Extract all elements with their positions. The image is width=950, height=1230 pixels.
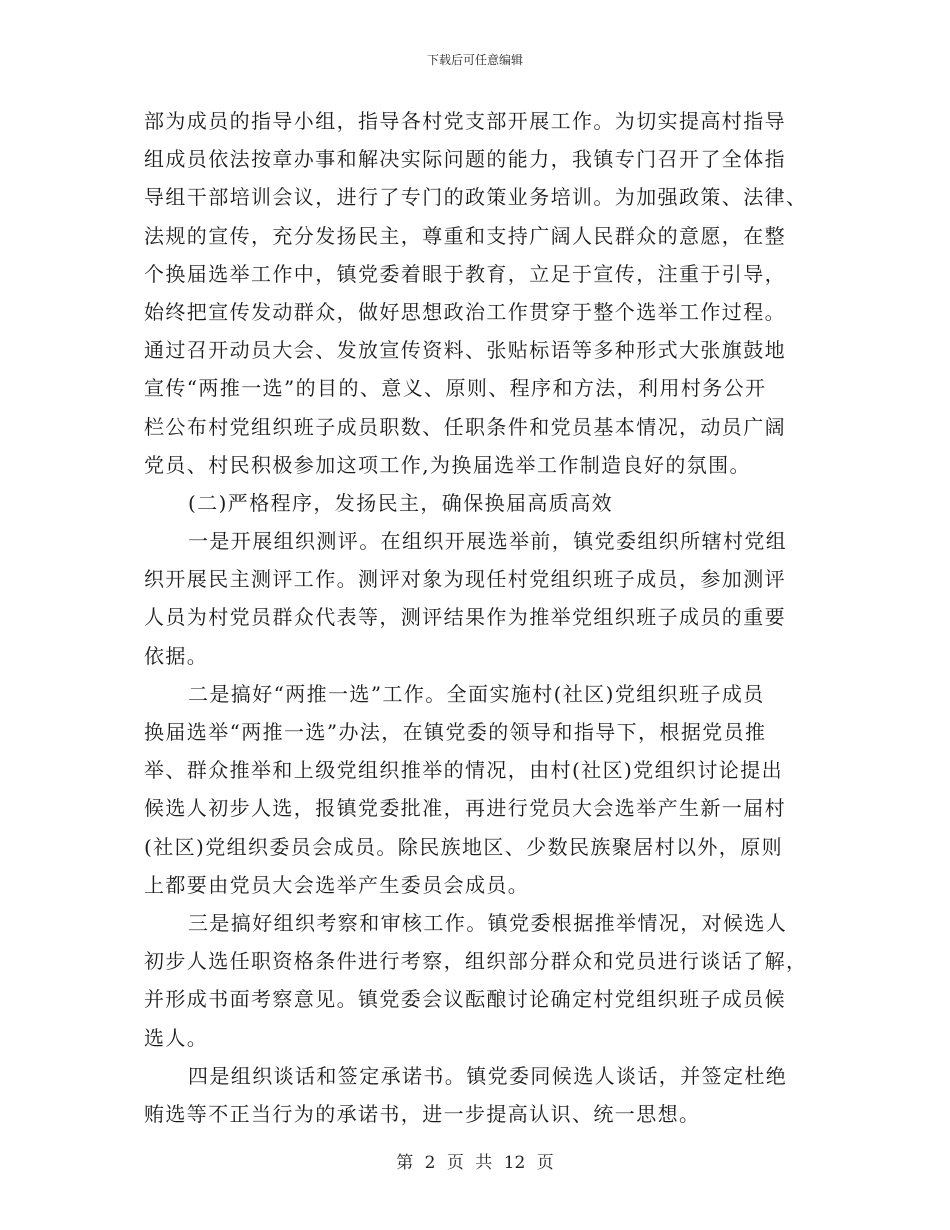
text-line: (社区)党组织委员会成员。除民族地区、少数民族聚居村以外，原则 xyxy=(144,834,784,859)
text-line: 导组干部培训会议，进行了专门的政策业务培训。为加强政策、法律、 xyxy=(144,185,808,210)
text-line: 上都要由党员大会选举产生委员会成员。 xyxy=(144,872,530,897)
text-line: 栏公布村党组织班子成员职数、任职条件和党员基本情况，动员广阔 xyxy=(144,414,786,439)
text-line: 党员、村民积极参加这项工作,为换届选举工作制造良好的氛围。 xyxy=(144,452,751,477)
text-line: 并形成书面考察意见。镇党委会议酝酿讨论确定村党组织班子成员候 xyxy=(144,987,786,1012)
text-line: 法规的宣传，充分发扬民主，尊重和支持广阔人民群众的意愿，在整 xyxy=(144,223,786,248)
text-line: 举、群众推举和上级党组织推举的情况，由村(社区)党组织讨论提出 xyxy=(144,758,784,783)
text-line: 初步人选任职资格条件进行考察，组织部分群众和党员进行谈话了解， xyxy=(144,949,808,974)
document-body xyxy=(144,102,824,1133)
text-line: 选人。 xyxy=(144,1025,209,1050)
text-line: 宣传“两推一选”的目的、意义、原则、程序和方法，利用村务公开 xyxy=(144,376,767,401)
text-line: 三是搞好组织考察和审核工作。镇党委根据推举情况，对候选人 xyxy=(188,910,788,935)
text-line: 部为成员的指导小组，指导各村党支部开展工作。为切实提高村指导 xyxy=(144,109,786,133)
text-line: 二是搞好“两推一选”工作。全面实施村(社区)党组织班子成员 xyxy=(188,681,765,706)
text-line: 个换届选举工作中，镇党委着眼于教育，立足于宣传，注重于引导， xyxy=(144,261,786,286)
text-line: 候选人初步人选，报镇党委批准，再进行党员大会选举产生新一届村 xyxy=(144,796,786,821)
text-line: 组成员依法按章办事和解决实际问题的能力，我镇专门召开了全体指 xyxy=(144,147,786,172)
text-line: 依据。 xyxy=(144,643,209,668)
page-header: 下载后可任意编辑 xyxy=(426,53,523,67)
text-line: 一是开展组织测评。在组织开展选举前，镇党委组织所辖村党组 xyxy=(188,529,788,554)
text-line: 人员为村党员群众代表等，测评结果作为推举党组织班子成员的重要 xyxy=(144,605,786,630)
text-line: 换届选举“两推一选”办法，在镇党委的领导和指导下，根据党员推 xyxy=(144,720,767,744)
text-line: 四是组织谈话和签定承诺书。镇党委同候选人谈话，并签定杜绝 xyxy=(188,1063,788,1088)
text-line: 通过召开动员大会、发放宣传资料、张贴标语等多种形式大张旗鼓地 xyxy=(144,338,786,363)
text-line: 织开展民主测评工作。测评对象为现任村党组织班子成员，参加测评 xyxy=(144,567,786,592)
section-heading: (二)严格程序，发扬民主，确保换届高质高效 xyxy=(188,490,614,515)
text-line: 始终把宣传发动群众，做好思想政治工作贯穿于整个选举工作过程。 xyxy=(144,299,786,324)
page-number: 第 2 页 共 12 页 xyxy=(396,1153,554,1173)
text-line: 贿选等不正当行为的承诺书，进一步提高认识、统一思想。 xyxy=(144,1101,701,1126)
